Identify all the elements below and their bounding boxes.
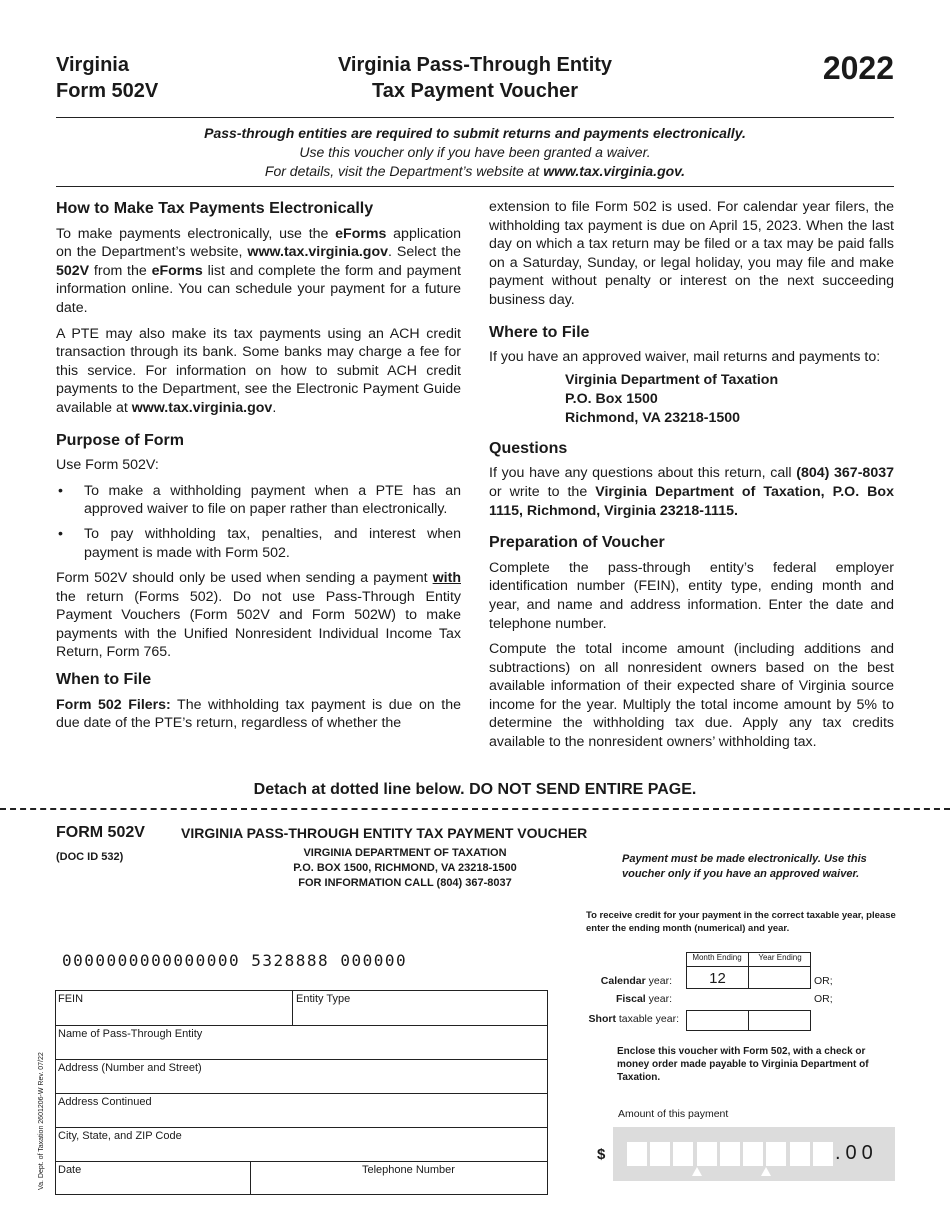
voucher-form-number: FORM 502V	[56, 824, 145, 841]
calendar-month-value: 12	[709, 970, 726, 987]
field-divider	[250, 1162, 251, 1194]
paragraph-ach: A PTE may also make its tax payments using an ACH credit transaction through its bank. Some banks may charge a fee for this service. For information on how to submit ACH credit payments to the Department, see the Electronic Payment Guide available at www.tax.virginia.gov.	[56, 325, 461, 416]
fein-field[interactable]: FEIN	[58, 993, 84, 1005]
field-divider	[292, 991, 293, 1025]
dollar-sign: $	[597, 1146, 606, 1163]
paragraph-prep-2: Compute the total income amount (including additions and subtractions) on all nonresident owners based on the best available information of their expected share of Virginia source income for the year. Multiply the total income amount by 5% to determine the withholding tax due. Apply any tax credits available to the nonresident owners’ withholding tax.	[489, 641, 894, 751]
amount-digit-box	[673, 1142, 693, 1166]
form-identifier	[56, 52, 158, 104]
notice-line-3-text: For details, visit the Department’s website at	[264, 163, 544, 179]
amount-digit-box	[650, 1142, 670, 1166]
detach-dashed-line	[0, 808, 950, 810]
amount-digit-box	[743, 1142, 763, 1166]
calendar-month-input[interactable]	[686, 966, 749, 989]
thousands-separator-marker	[692, 1167, 702, 1176]
notice-website-link[interactable]: www.tax.virginia.gov.	[543, 163, 686, 179]
electronic-filing-notice	[56, 124, 894, 181]
heading-questions: Questions	[489, 439, 568, 457]
voucher-credit-note: To receive credit for your payment in the correct taxable year, please enter the ending month (numerical) and year.	[586, 910, 896, 934]
voucher-title: VIRGINIA PASS-THROUGH ENTITY TAX PAYMENT VOUCHER	[181, 825, 588, 841]
amount-cents-value: .00	[835, 1142, 878, 1164]
voucher-department-info: VIRGINIA DEPARTMENT OF TAXATION P.O. BOX 1500, RICHMOND, VA 23218-1500 FOR INFORMATION CALL (804) 367-8037	[293, 847, 517, 889]
row-address	[56, 1060, 547, 1094]
where-to-file-text: If you have an approved waiver, mail returns and payments to:	[489, 349, 881, 366]
title-line-1: Virginia Pass-Through Entity	[337, 54, 613, 76]
calendar-year-input[interactable]	[748, 966, 811, 989]
use-form-line: Use Form 502V:	[56, 457, 159, 474]
tax-year: 2022	[822, 50, 894, 86]
paragraph-usage: Form 502V should only be used when sending a payment with the return (Forms 502). Do not use Pass-Through Entity Payment Vouchers (Form 502V and Form 502W) to make payments with the Unified Nonresident Individual Income Tax Return, Form 765.	[56, 570, 461, 661]
amount-digit-box	[813, 1142, 833, 1166]
row-date-phone	[56, 1162, 547, 1194]
website-link[interactable]: www.tax.virginia.gov	[131, 399, 273, 416]
heading-preparation: Preparation of Voucher	[489, 534, 665, 552]
entity-name-field[interactable]: Name of Pass-Through Entity	[58, 1028, 203, 1040]
heading-when-to-file: When to File	[56, 671, 152, 689]
short-month-input[interactable]	[686, 1010, 749, 1031]
detach-instruction: Detach at dotted line below. DO NOT SEND ENTIRE PAGE.	[253, 781, 697, 798]
enclose-instruction: Enclose this voucher with Form 502, with a check or money order made payable to Virginia Department of Taxation.	[617, 1046, 869, 1083]
state-name: Virginia	[56, 54, 129, 76]
notice-divider	[56, 186, 894, 187]
month-ending-header: Month Ending	[692, 953, 742, 962]
website-link[interactable]: www.tax.virginia.gov	[247, 244, 389, 261]
scan-line: 0000000000000000 5328888 000000	[62, 951, 408, 970]
voucher-doc-id: (DOC ID 532)	[56, 851, 124, 863]
paragraph-when-to-file: Form 502 Filers: The withholding tax payment is due on the due date of the PTE’s return, regardless of whether the	[56, 696, 461, 732]
amount-label: Amount of this payment	[618, 1108, 729, 1120]
year-ending-header: Year Ending	[758, 953, 802, 962]
fiscal-year-label: Fiscal year:	[615, 993, 672, 1005]
city-state-zip-field[interactable]: City, State, and ZIP Code	[58, 1130, 182, 1142]
purpose-list	[56, 482, 461, 562]
date-field[interactable]: Date	[58, 1164, 82, 1176]
header-divider	[56, 117, 894, 118]
thousands-separator-marker	[761, 1167, 771, 1176]
phone-number: (804) 367-8037	[796, 465, 894, 482]
instructions-right-column	[489, 198, 894, 759]
page-title	[300, 52, 650, 104]
amount-digit-box	[627, 1142, 647, 1166]
grid-header-divider	[748, 952, 749, 966]
paragraph-questions: If you have any questions about this return, call (804) 367-8037 or write to the Virginia Department of Taxation, P.O. Box 1115, Richmond, Virginia 23218-1115.	[489, 465, 894, 519]
paragraph-eforms: To make payments electronically, use the eForms application on the Department’s website, www.tax.virginia.gov. Select the 502V from the eForms list and complete the form and payment information online. You can schedule your payment for a future date.	[56, 225, 462, 316]
list-item: • To make a withholding payment when a PTE has an approved waiver to file on paper rather than electronically.	[56, 482, 461, 519]
short-year-label: Short taxable year:	[588, 1013, 679, 1025]
row-address-continued	[56, 1094, 547, 1128]
short-year-input[interactable]	[748, 1010, 811, 1031]
form-revision-sidebar: Va. Dept. of Taxation 2601206-W Rev. 07/22	[38, 1052, 45, 1190]
row-city-state-zip	[56, 1128, 547, 1162]
title-line-2: Tax Payment Voucher	[372, 80, 578, 102]
paragraph-prep-1: Complete the pass-through entity’s federal employer identification number (FEIN), entity type, ending month and year, and name and address information. Enter the date and telephone number.	[489, 559, 894, 632]
notice-line-1: Pass-through entities are required to submit returns and payments electronically.	[204, 125, 746, 141]
heading-electronic-payments: How to Make Tax Payments Electronically	[56, 200, 374, 217]
amount-digit-box	[766, 1142, 786, 1166]
heading-purpose: Purpose of Form	[56, 431, 185, 449]
entity-type-field[interactable]: Entity Type	[296, 993, 351, 1005]
amount-cents	[833, 1142, 883, 1166]
row-entity-name	[56, 1026, 547, 1060]
amount-input[interactable]	[613, 1127, 895, 1181]
list-item: • To pay withholding tax, penalties, and interest when payment is made with Form 502.	[56, 525, 461, 562]
amount-digit-box	[697, 1142, 717, 1166]
telephone-field[interactable]: Telephone Number	[362, 1164, 455, 1176]
address-field[interactable]: Address (Number and Street)	[58, 1062, 202, 1074]
voucher-payment-note: Payment must be made electronically. Use this voucher only if you have an approved waiver.	[622, 853, 867, 880]
calendar-year-label: Calendar year:	[600, 975, 672, 987]
amount-digit-box	[720, 1142, 740, 1166]
mailing-address: Virginia Department of Taxation P.O. Box 1500 Richmond, VA 23218-1500	[565, 371, 779, 426]
or-label: OR;	[814, 993, 833, 1005]
heading-where-to-file: Where to File	[489, 323, 590, 341]
amount-digit-box	[790, 1142, 810, 1166]
entity-info-fields	[55, 990, 548, 1195]
row-fein	[56, 991, 547, 1026]
or-label: OR;	[814, 975, 833, 987]
form-number: Form 502V	[56, 80, 159, 102]
paragraph-extension: extension to file Form 502 is used. For calendar year filers, the withholding tax payment is due on April 15, 2023. When the last day on which a tax return may be filed or a tax may be paid falls on a Saturday, Sunday, or legal holiday, you may file and make payment without penalty or interest on the next succeeding business day.	[489, 199, 894, 308]
instructions-left-column	[56, 192, 461, 740]
address-continued-field[interactable]: Address Continued	[58, 1096, 152, 1108]
notice-line-3	[56, 162, 894, 181]
notice-line-2: Use this voucher only if you have been granted a waiver.	[299, 144, 651, 160]
